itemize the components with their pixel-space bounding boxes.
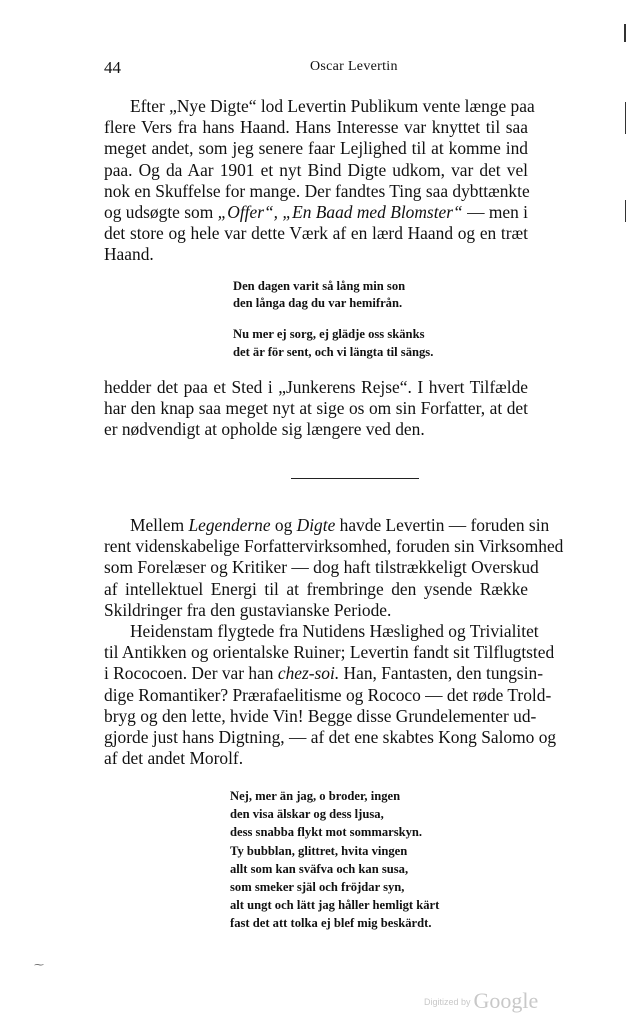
emphasized-title: Digte [296, 515, 336, 535]
verse-line: Den dagen varit så lång min son [233, 279, 406, 293]
text-segment: Mellem [130, 515, 189, 535]
watermark-prefix: Digitized by [424, 997, 471, 1007]
google-logo: Google [473, 988, 539, 1013]
text-line: Heidenstam flygtede fra Nutidens Hæslighed og Trivialitet [130, 621, 539, 641]
digitized-watermark [424, 988, 538, 1014]
text-line: flere Vers fra hans Haand. Hans Interesse var knyttet til saa [104, 117, 528, 138]
text-line: Skildringer fra den gustavianske Periode. [104, 599, 392, 620]
verse-line: alt ungt och lätt jag håller hemligt kärt [230, 898, 440, 913]
text-segment: havde Levertin — foruden sin [335, 515, 550, 535]
paragraph-3 [104, 515, 564, 621]
text-line: af det andet Morolf. [104, 748, 244, 769]
text-line: nok en Skuffelse for mange. Der fandtes Ting saa dybttænkte [104, 180, 530, 201]
scan-speck: ⁓ [34, 960, 44, 971]
verse-line: Nej, mer än jag, o broder, ingen [230, 789, 401, 803]
paragraph-2 [104, 377, 528, 441]
text-line: til Antikken og orientalske Ruiner; Levertin fandt sit Tilflugtsted [104, 642, 555, 663]
scan-edge-mark [624, 24, 626, 42]
text-line: hedder det paa et Sted i „Junkerens Rejse“. I hvert Tilfælde [104, 377, 528, 397]
text-line: gjorde just hans Digtning, — af det ene skabtes Kong Salomo og [104, 727, 557, 748]
text-line: dige Romantiker? Prærafaelitisme og Rococo — det røde Trold- [104, 684, 552, 705]
verse-line: den visa älskar og dess ljusa, [230, 807, 384, 822]
scan-edge-mark [625, 200, 626, 222]
verse-quote-2 [230, 787, 439, 933]
text-line [104, 515, 550, 536]
text-line [104, 663, 544, 684]
stanza [233, 326, 433, 360]
text-segment: og [270, 515, 297, 535]
text-line: Haand. [104, 244, 154, 265]
emphasized-title: Legenderne [188, 515, 271, 535]
text-line: er nødvendigt at opholde sig længere ved den. [104, 419, 425, 440]
verse-line: som smeker själ och fröjdar syn, [230, 880, 405, 895]
verse-line: det är för sent, och vi längta til sängs. [233, 344, 434, 359]
verse-line: dess snabba flykt mot sommarskyn. [230, 825, 423, 840]
text-line: Efter „Nye Digte“ lod Levertin Publikum vente længe paa [130, 96, 535, 116]
text-segment: i Rococoen. Der var han [104, 663, 278, 684]
text-segment: og udsøgte som [104, 202, 218, 223]
verse-quote-1 [233, 278, 433, 375]
text-line: paa. Og da Aar 1901 et nyt Bind Digte udkom, var det vel [104, 159, 528, 180]
page-header [104, 58, 524, 80]
stanza [233, 278, 433, 312]
text-line: meget andet, som jeg senere faar Lejlighed til at komme ind [104, 138, 528, 159]
text-line: som Forelæser og Kritiker — dog haft tilstrækkeligt Overskud [104, 557, 539, 578]
verse-line: Nu mer ej sorg, ej glädje oss skänks [233, 327, 425, 342]
paragraph-4 [104, 621, 557, 769]
text-segment: — men i [462, 202, 528, 223]
verse-line: allt som kan sväfva och kan susa, [230, 861, 409, 876]
text-line [104, 202, 528, 223]
text-segment: Han, Fantasten, den tungsin- [339, 663, 544, 684]
scan-edge-mark [625, 102, 626, 134]
emphasized-title: „Offer“, „En Baad med Blomster“ [217, 202, 463, 223]
running-title: Oscar Levertin [310, 59, 398, 74]
text-line: af intellektuel Energi til at frembringe den ysende Række [104, 578, 528, 599]
text-line: rent videnskabelige Forfattervirksomhed, foruden sin Virksomhed [104, 536, 564, 557]
text-line: bryg og den lette, hvide Vin! Begge disse Grundelementer ud- [104, 705, 537, 726]
paragraph-1 [104, 96, 535, 266]
verse-line: fast det att tolka ej blef mig beskärdt. [230, 916, 432, 931]
section-divider [291, 478, 419, 479]
text-line: har den knap saa meget nyt at sige os om sin Forfatter, at det [104, 398, 528, 419]
text-line: det store og hele var dette Værk af en lærd Haand og en træt [104, 223, 528, 244]
verse-line: Ty bubblan, glittret, hvita vingen [230, 843, 408, 858]
emphasized-term: chez-soi. [277, 663, 340, 684]
verse-line: den långa dag du var hemifrån. [233, 296, 403, 311]
page-number: 44 [104, 58, 121, 77]
